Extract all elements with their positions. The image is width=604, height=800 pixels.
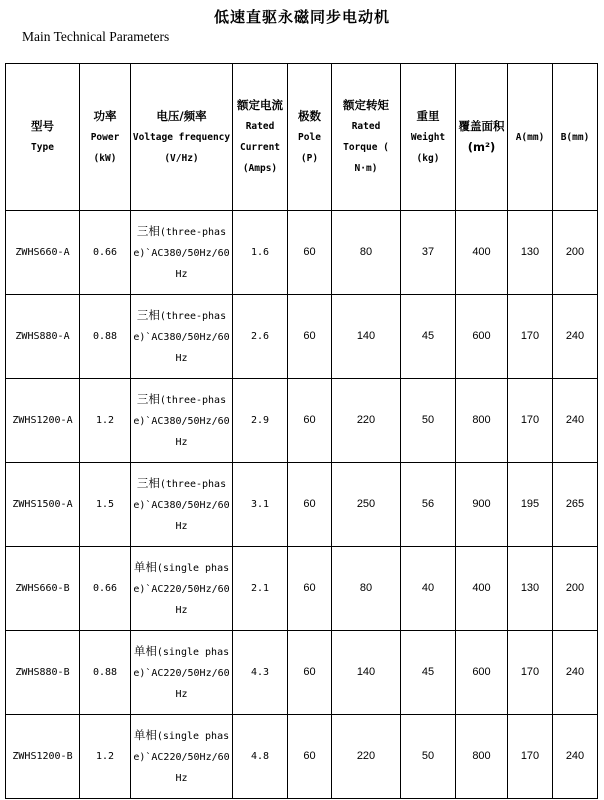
a-cell: 130 bbox=[508, 547, 553, 631]
a-cell: 195 bbox=[508, 463, 553, 547]
pole-cell: 60 bbox=[288, 715, 332, 799]
type-cell: ZWHS660-A bbox=[6, 211, 80, 295]
pole-cell: 60 bbox=[288, 295, 332, 379]
current-cell: 2.1 bbox=[233, 547, 288, 631]
current-cell: 4.8 bbox=[233, 715, 288, 799]
b-cell: 265 bbox=[553, 463, 598, 547]
a-cell: 130 bbox=[508, 211, 553, 295]
b-cell: 240 bbox=[553, 379, 598, 463]
header-cell: 极数 Pole (P) bbox=[288, 64, 332, 211]
area-cell: 800 bbox=[456, 379, 508, 463]
voltage-cell: 三相(three-phase)`AC380/50Hz/60Hz bbox=[131, 379, 233, 463]
area-cell: 400 bbox=[456, 211, 508, 295]
voltage-cell: 三相(three-phase)`AC380/50Hz/60Hz bbox=[131, 211, 233, 295]
pole-cell: 60 bbox=[288, 463, 332, 547]
power-cell: 1.2 bbox=[80, 379, 131, 463]
type-cell: ZWHS880-A bbox=[6, 295, 80, 379]
power-cell: 0.88 bbox=[80, 295, 131, 379]
voltage-cell: 单相(single phase)`AC220/50Hz/60Hz bbox=[131, 547, 233, 631]
power-cell: 0.66 bbox=[80, 547, 131, 631]
current-cell: 2.6 bbox=[233, 295, 288, 379]
power-cell: 0.88 bbox=[80, 631, 131, 715]
header-cell: 覆盖面积(m²) bbox=[456, 64, 508, 211]
table-row bbox=[6, 211, 598, 295]
type-cell: ZWHS1200-A bbox=[6, 379, 80, 463]
weight-cell: 56 bbox=[401, 463, 456, 547]
table-row bbox=[6, 631, 598, 715]
type-cell: ZWHS1500-A bbox=[6, 463, 80, 547]
current-cell: 3.1 bbox=[233, 463, 288, 547]
weight-cell: 50 bbox=[401, 715, 456, 799]
pole-cell: 60 bbox=[288, 547, 332, 631]
document-title: 低速直驱永磁同步电动机 bbox=[213, 8, 390, 26]
table-row bbox=[6, 547, 598, 631]
torque-cell: 80 bbox=[332, 547, 401, 631]
weight-cell: 37 bbox=[401, 211, 456, 295]
weight-cell: 50 bbox=[401, 379, 456, 463]
a-cell: 170 bbox=[508, 715, 553, 799]
b-cell: 200 bbox=[553, 211, 598, 295]
a-cell: 170 bbox=[508, 631, 553, 715]
table-row bbox=[6, 295, 598, 379]
power-cell: 1.5 bbox=[80, 463, 131, 547]
pole-cell: 60 bbox=[288, 631, 332, 715]
b-cell: 240 bbox=[553, 295, 598, 379]
weight-cell: 45 bbox=[401, 631, 456, 715]
current-cell: 2.9 bbox=[233, 379, 288, 463]
header-cell: 重里 Weight (kg) bbox=[401, 64, 456, 211]
table-row bbox=[6, 715, 598, 799]
parameters-table bbox=[5, 63, 598, 799]
power-cell: 0.66 bbox=[80, 211, 131, 295]
header-cell: 型号 Type bbox=[6, 64, 80, 211]
pole-cell: 60 bbox=[288, 211, 332, 295]
header-row bbox=[6, 64, 598, 211]
weight-cell: 40 bbox=[401, 547, 456, 631]
torque-cell: 220 bbox=[332, 715, 401, 799]
voltage-cell: 单相(single phase)`AC220/50Hz/60Hz bbox=[131, 715, 233, 799]
b-cell: 200 bbox=[553, 547, 598, 631]
header-cell: 功率 Power (kW) bbox=[80, 64, 131, 211]
current-cell: 4.3 bbox=[233, 631, 288, 715]
header-cell: 额定电流 Rated Current (Amps) bbox=[233, 64, 288, 211]
torque-cell: 220 bbox=[332, 379, 401, 463]
header-cell: 额定转矩 Rated Torque ( N·m) bbox=[332, 64, 401, 211]
current-cell: 1.6 bbox=[233, 211, 288, 295]
type-cell: ZWHS660-B bbox=[6, 547, 80, 631]
area-cell: 600 bbox=[456, 295, 508, 379]
document-subtitle: Main Technical Parameters bbox=[22, 29, 170, 44]
b-cell: 240 bbox=[553, 631, 598, 715]
torque-cell: 140 bbox=[332, 295, 401, 379]
torque-cell: 250 bbox=[332, 463, 401, 547]
voltage-cell: 三相(three-phase)`AC380/50Hz/60Hz bbox=[131, 295, 233, 379]
a-cell: 170 bbox=[508, 379, 553, 463]
table-row bbox=[6, 379, 598, 463]
power-cell: 1.2 bbox=[80, 715, 131, 799]
voltage-cell: 三相(three-phase)`AC380/50Hz/60Hz bbox=[131, 463, 233, 547]
header-cell: B(mm) bbox=[553, 64, 598, 211]
header-cell: A(mm) bbox=[508, 64, 553, 211]
type-cell: ZWHS1200-B bbox=[6, 715, 80, 799]
weight-cell: 45 bbox=[401, 295, 456, 379]
table-row bbox=[6, 463, 598, 547]
area-cell: 800 bbox=[456, 715, 508, 799]
area-cell: 600 bbox=[456, 631, 508, 715]
torque-cell: 140 bbox=[332, 631, 401, 715]
pole-cell: 60 bbox=[288, 379, 332, 463]
voltage-cell: 单相(single phase)`AC220/50Hz/60Hz bbox=[131, 631, 233, 715]
area-cell: 900 bbox=[456, 463, 508, 547]
header-cell: 电压/频率 Voltage frequency (V/Hz) bbox=[131, 64, 233, 211]
area-cell: 400 bbox=[456, 547, 508, 631]
b-cell: 240 bbox=[553, 715, 598, 799]
type-cell: ZWHS880-B bbox=[6, 631, 80, 715]
torque-cell: 80 bbox=[332, 211, 401, 295]
a-cell: 170 bbox=[508, 295, 553, 379]
